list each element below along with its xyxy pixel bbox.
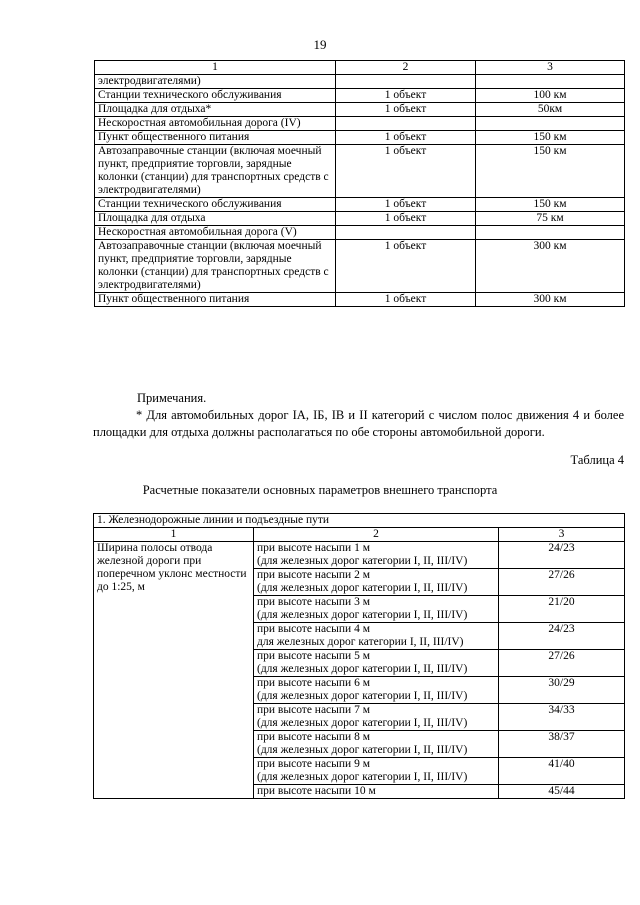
header-col-1: 1 [95, 61, 336, 75]
table-header-row [94, 528, 625, 542]
condition-height: при высоте насыпи 8 м [257, 731, 370, 743]
condition-category: для железных дорог категории I, II, III/IV) [257, 636, 464, 648]
condition-cell [254, 677, 499, 704]
facility-count [336, 117, 476, 131]
condition-category: (для железных дорог категории I, II, III/IV) [257, 582, 468, 594]
facility-distance [476, 75, 625, 89]
facility-count: 1 объект [336, 145, 476, 198]
facility-distance: 50км [476, 103, 625, 117]
facility-name: Пункт общественного питания [95, 131, 336, 145]
condition-height: при высоте насыпи 5 м [257, 650, 370, 662]
condition-category: (для железных дорог категории I, II, III/IV) [257, 663, 468, 675]
facility-distance: 300 км [476, 240, 625, 293]
transport-table [93, 513, 625, 799]
facility-distance [476, 226, 625, 240]
condition-cell [254, 731, 499, 758]
condition-category: (для железных дорог категории I, II, III/IV) [257, 555, 468, 567]
page-number: 19 [313, 37, 327, 52]
facility-name: Нескоростная автомобильная дорога (IV) [95, 117, 336, 131]
facility-name: электродвигателями) [95, 75, 336, 89]
facility-count: 1 объект [336, 293, 476, 307]
facility-count: 1 объект [336, 240, 476, 293]
width-value: 24/23 [499, 623, 625, 650]
table-row [95, 145, 625, 198]
section-row [94, 514, 625, 528]
parameter-name: Ширина полосы отвода железной дороги при поперечном уклонс местности до 1:25, м [94, 542, 254, 799]
width-value: 27/26 [499, 650, 625, 677]
table-row [95, 198, 625, 212]
header-col-3: 3 [476, 61, 625, 75]
table-header-row [95, 61, 625, 75]
condition-cell [254, 650, 499, 677]
header-col-2: 2 [336, 61, 476, 75]
facility-count: 1 объект [336, 103, 476, 117]
table-row [94, 542, 625, 569]
width-value: 30/29 [499, 677, 625, 704]
header-col-3: 3 [499, 528, 625, 542]
facility-name: Автозаправочные станции (включая моечный пункт, предприятие торговли, зарядные колонки (станции) для транспортных средств с электродвигателями) [95, 240, 336, 293]
facility-name: Станции технического обслуживания [95, 198, 336, 212]
width-value: 34/33 [499, 704, 625, 731]
width-value: 45/44 [499, 785, 625, 799]
notes-title: Примечания. [137, 391, 207, 405]
width-value: 27/26 [499, 569, 625, 596]
table-row [95, 89, 625, 103]
condition-height: при высоте насыпи 7 м [257, 704, 370, 716]
header-col-2: 2 [254, 528, 499, 542]
condition-category: (для железных дорог категории I, II, III/IV) [257, 609, 468, 621]
condition-height: при высоте насыпи 10 м [257, 785, 376, 797]
table-row [95, 212, 625, 226]
notes-text: * Для автомобильных дорог IA, IБ, IB и II категорий с числом полос движения 4 и более площадки для отдыха должны располагаться по обе стороны автомобильной дороги. [93, 408, 624, 439]
condition-height: при высоте насыпи 2 м [257, 569, 370, 581]
table-row [95, 131, 625, 145]
table-row [95, 103, 625, 117]
condition-cell [254, 758, 499, 785]
facility-name: Площадка для отдыха [95, 212, 336, 226]
facility-distance: 100 км [476, 89, 625, 103]
condition-category: (для железных дорог категории I, II, III/IV) [257, 717, 468, 729]
condition-cell [254, 542, 499, 569]
condition-cell [254, 596, 499, 623]
condition-cell [254, 785, 499, 799]
facility-name: Автозаправочные станции (включая моечный пункт, предприятие торговли, зарядные колонки (станции) для транспортных средств с электродвигателями) [95, 145, 336, 198]
header-col-1: 1 [94, 528, 254, 542]
facility-count: 1 объект [336, 212, 476, 226]
facility-name: Площадка для отдыха* [95, 103, 336, 117]
facility-distance [476, 117, 625, 131]
table-row [95, 293, 625, 307]
facility-distance: 150 км [476, 198, 625, 212]
condition-category: (для железных дорог категории I, II, III/IV) [257, 744, 468, 756]
condition-category: (для железных дорог категории I, II, III/IV) [257, 690, 468, 702]
table-row [95, 240, 625, 293]
table-row [95, 117, 625, 131]
facility-distance: 75 км [476, 212, 625, 226]
table-label: Таблица 4 [570, 453, 624, 467]
facility-count: 1 объект [336, 89, 476, 103]
facility-count: 1 объект [336, 198, 476, 212]
condition-height: при высоте насыпи 4 м [257, 623, 370, 635]
facilities-table [94, 60, 625, 307]
facility-name: Нескоростная автомобильная дорога (V) [95, 226, 336, 240]
table-row [95, 226, 625, 240]
condition-height: при высоте насыпи 1 м [257, 542, 370, 554]
width-value: 38/37 [499, 731, 625, 758]
condition-cell [254, 623, 499, 650]
table-title: Расчетные показатели основных параметров внешнего транспорта [142, 483, 498, 497]
facility-count [336, 226, 476, 240]
condition-category: (для железных дорог категории I, II, III/IV) [257, 771, 468, 783]
condition-cell [254, 569, 499, 596]
facility-name: Станции технического обслуживания [95, 89, 336, 103]
condition-height: при высоте насыпи 3 м [257, 596, 370, 608]
condition-cell [254, 704, 499, 731]
width-value: 24/23 [499, 542, 625, 569]
facility-distance: 150 км [476, 131, 625, 145]
condition-height: при высоте насыпи 6 м [257, 677, 370, 689]
facility-count: 1 объект [336, 131, 476, 145]
width-value: 41/40 [499, 758, 625, 785]
facility-count [336, 75, 476, 89]
table-row [95, 75, 625, 89]
facility-distance: 300 км [476, 293, 625, 307]
section-title: 1. Железнодорожные линии и подъездные пути [94, 514, 625, 528]
width-value: 21/20 [499, 596, 625, 623]
condition-height: при высоте насыпи 9 м [257, 758, 370, 770]
facility-name: Пункт общественного питания [95, 293, 336, 307]
facility-distance: 150 км [476, 145, 625, 198]
